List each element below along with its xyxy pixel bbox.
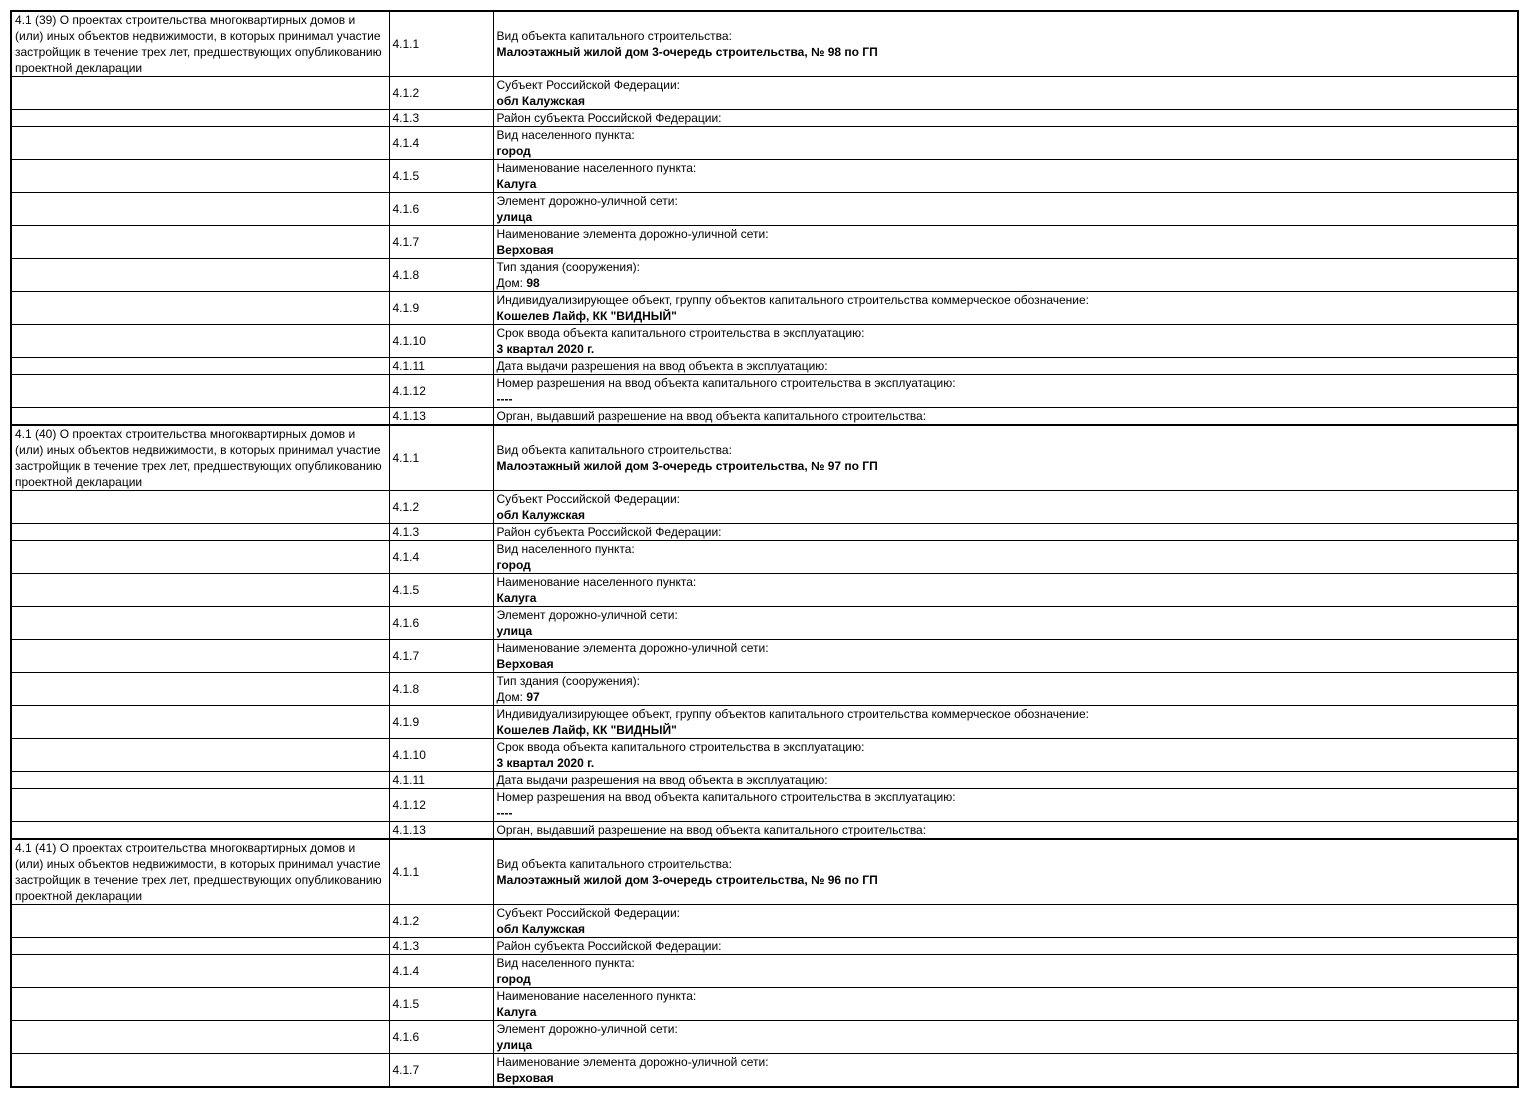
row-content-cell [493, 541, 1518, 574]
row-code: 4.1.12 [389, 789, 493, 822]
row-code: 4.1.11 [389, 772, 493, 789]
row-code: 4.1.4 [389, 955, 493, 988]
field-label: Вид объекта капитального строительства: [496, 443, 732, 457]
row-code: 4.1.12 [389, 375, 493, 408]
row-code: 4.1.8 [389, 259, 493, 292]
field-value [497, 557, 1515, 573]
field-label: Субъект Российской Федерации: [496, 492, 680, 506]
table-row [11, 905, 1518, 938]
field-value [497, 722, 1515, 738]
field-label: Элемент дорожно-уличной сети: [496, 608, 678, 622]
row-code: 4.1.8 [389, 673, 493, 706]
field-label: Элемент дорожно-уличной сети: [496, 194, 678, 208]
row-code: 4.1.13 [389, 822, 493, 840]
table-row [11, 110, 1518, 127]
section-title-spacer-cell [11, 292, 389, 325]
table-row [11, 193, 1518, 226]
section-title-spacer-cell [11, 77, 389, 110]
section-title-spacer-cell [11, 905, 389, 938]
section-title-spacer-cell [11, 822, 389, 840]
section-title-spacer-cell [11, 640, 389, 673]
field-label: Орган, выдавший разрешение на ввод объекта капитального строительства: [496, 409, 927, 423]
section-title-spacer-cell [11, 325, 389, 358]
field-label: Вид объекта капитального строительства: [496, 857, 732, 871]
row-content-cell [493, 110, 1518, 127]
field-value [497, 44, 1515, 60]
section-title-cell: 4.1 (39) О проектах строительства многоквартирных домов и (или) иных объектов недвижимости, в которых принимал участие застройщик в течение трех лет, предшествующих опубликованию проектной декларации [11, 11, 389, 77]
field-label: Вид населенного пункта: [496, 956, 635, 970]
field-value [497, 872, 1515, 888]
row-code: 4.1.5 [389, 574, 493, 607]
field-label: Субъект Российской Федерации: [496, 906, 680, 920]
field-value [497, 341, 1515, 357]
row-code: 4.1.3 [389, 110, 493, 127]
row-content-cell [493, 425, 1518, 491]
field-label: Наименование элемента дорожно-уличной сети: [496, 641, 769, 655]
row-code: 4.1.10 [389, 739, 493, 772]
field-value [497, 143, 1515, 159]
table-row [11, 77, 1518, 110]
row-content-cell [493, 160, 1518, 193]
section-title-spacer-cell [11, 789, 389, 822]
field-label: Индивидуализирующее объект, группу объектов капитального строительства коммерческое обозначение: [496, 707, 1089, 721]
table-row [11, 574, 1518, 607]
section-title-spacer-cell [11, 259, 389, 292]
section-title-spacer-cell [11, 739, 389, 772]
row-code: 4.1.9 [389, 292, 493, 325]
field-value [497, 275, 1515, 291]
field-value-prefix: Дом: [496, 276, 527, 290]
row-code: 4.1.1 [389, 839, 493, 905]
field-value-text: обл Калужская [496, 94, 586, 108]
section-title-spacer-cell [11, 607, 389, 640]
field-label: Дата выдачи разрешения на ввод объекта в эксплуатацию: [496, 773, 828, 787]
field-value-text: город [496, 144, 531, 158]
section-title-spacer-cell [11, 375, 389, 408]
row-content-cell [493, 11, 1518, 77]
section-title-spacer-cell [11, 1054, 389, 1088]
field-value [497, 458, 1515, 474]
row-content-cell [493, 408, 1518, 426]
field-label: Номер разрешения на ввод объекта капитального строительства в эксплуатацию: [496, 376, 956, 390]
field-value-text: Калуга [496, 1005, 537, 1019]
field-label: Наименование элемента дорожно-уличной сети: [496, 227, 769, 241]
field-value-text: 98 [526, 276, 540, 290]
field-value [497, 1037, 1515, 1053]
row-code: 4.1.11 [389, 358, 493, 375]
field-value [497, 805, 1515, 821]
field-value-text: улица [496, 210, 533, 224]
table-row [11, 375, 1518, 408]
row-content-cell [493, 673, 1518, 706]
row-code: 4.1.9 [389, 706, 493, 739]
row-content-cell [493, 491, 1518, 524]
table-row [11, 425, 1518, 491]
row-content-cell [493, 1054, 1518, 1088]
row-content-cell [493, 292, 1518, 325]
table-row [11, 491, 1518, 524]
field-value-text: Верховая [496, 243, 554, 257]
section-title-spacer-cell [11, 574, 389, 607]
section-title-spacer-cell [11, 524, 389, 541]
row-content-cell [493, 1021, 1518, 1054]
table-row [11, 11, 1518, 77]
section-title-spacer-cell [11, 193, 389, 226]
field-label: Район субъекта Российской Федерации: [496, 939, 722, 953]
field-label: Наименование населенного пункта: [496, 161, 697, 175]
field-value [497, 1004, 1515, 1020]
field-label: Тип здания (сооружения): [496, 674, 640, 688]
row-code: 4.1.2 [389, 905, 493, 938]
field-value [497, 209, 1515, 225]
field-value-text: Калуга [496, 177, 537, 191]
row-code: 4.1.4 [389, 541, 493, 574]
row-code: 4.1.6 [389, 607, 493, 640]
table-row [11, 408, 1518, 426]
field-label: Наименование населенного пункта: [496, 989, 697, 1003]
table-row [11, 772, 1518, 789]
row-content-cell [493, 822, 1518, 840]
table-row [11, 541, 1518, 574]
field-label: Орган, выдавший разрешение на ввод объекта капитального строительства: [496, 823, 927, 837]
field-label: Субъект Российской Федерации: [496, 78, 680, 92]
field-label: Срок ввода объекта капитального строительства в эксплуатацию: [496, 326, 865, 340]
field-value [497, 590, 1515, 606]
table-row [11, 358, 1518, 375]
table-row [11, 259, 1518, 292]
row-content-cell [493, 640, 1518, 673]
field-label: Вид населенного пункта: [496, 128, 635, 142]
row-content-cell [493, 772, 1518, 789]
row-content-cell [493, 905, 1518, 938]
declaration-table-body [11, 11, 1518, 1087]
section-title-spacer-cell [11, 358, 389, 375]
field-value-text: Кошелев Лайф, КК "ВИДНЫЙ" [496, 309, 677, 323]
declaration-table [10, 10, 1519, 1088]
section-title-spacer-cell [11, 408, 389, 426]
field-label: Индивидуализирующее объект, группу объектов капитального строительства коммерческое обозначение: [496, 293, 1089, 307]
row-code: 4.1.1 [389, 11, 493, 77]
field-value [497, 391, 1515, 407]
section-title-spacer-cell [11, 110, 389, 127]
section-title-spacer-cell [11, 160, 389, 193]
field-label: Номер разрешения на ввод объекта капитального строительства в эксплуатацию: [496, 790, 956, 804]
field-value [497, 308, 1515, 324]
row-content-cell [493, 193, 1518, 226]
field-value [497, 242, 1515, 258]
table-row [11, 988, 1518, 1021]
section-title-spacer-cell [11, 988, 389, 1021]
field-label: Дата выдачи разрешения на ввод объекта в эксплуатацию: [496, 359, 828, 373]
table-row [11, 673, 1518, 706]
row-content-cell [493, 607, 1518, 640]
row-content-cell [493, 127, 1518, 160]
field-value-text: Верховая [496, 1071, 554, 1085]
field-value-text: обл Калужская [496, 508, 586, 522]
field-value-text: обл Калужская [496, 922, 586, 936]
field-value-prefix: Дом: [496, 690, 527, 704]
row-content-cell [493, 574, 1518, 607]
table-row [11, 292, 1518, 325]
row-code: 4.1.7 [389, 1054, 493, 1088]
section-title-spacer-cell [11, 127, 389, 160]
field-value-text: 97 [526, 690, 540, 704]
row-code: 4.1.4 [389, 127, 493, 160]
section-title-spacer-cell [11, 938, 389, 955]
table-row [11, 127, 1518, 160]
field-value-text: Калуга [496, 591, 537, 605]
field-label: Срок ввода объекта капитального строительства в эксплуатацию: [496, 740, 865, 754]
table-row [11, 524, 1518, 541]
field-value [497, 921, 1515, 937]
section-title-spacer-cell [11, 706, 389, 739]
table-row [11, 955, 1518, 988]
row-content-cell [493, 259, 1518, 292]
field-value [497, 93, 1515, 109]
table-row [11, 160, 1518, 193]
field-value-text: Кошелев Лайф, КК "ВИДНЫЙ" [496, 723, 677, 737]
row-code: 4.1.2 [389, 491, 493, 524]
row-content-cell [493, 524, 1518, 541]
field-value-text: город [496, 972, 531, 986]
table-row [11, 706, 1518, 739]
section-title-spacer-cell [11, 673, 389, 706]
section-title-spacer-cell [11, 772, 389, 789]
field-value [497, 176, 1515, 192]
row-code: 4.1.6 [389, 1021, 493, 1054]
row-code: 4.1.3 [389, 524, 493, 541]
table-row [11, 822, 1518, 840]
table-row [11, 226, 1518, 259]
section-title-cell: 4.1 (40) О проектах строительства многоквартирных домов и (или) иных объектов недвижимости, в которых принимал участие застройщик в течение трех лет, предшествующих опубликованию проектной декларации [11, 425, 389, 491]
field-label: Вид объекта капитального строительства: [496, 29, 732, 43]
section-title-spacer-cell [11, 491, 389, 524]
row-code: 4.1.3 [389, 938, 493, 955]
row-content-cell [493, 375, 1518, 408]
field-value [497, 507, 1515, 523]
field-label: Наименование населенного пункта: [496, 575, 697, 589]
table-row [11, 1021, 1518, 1054]
row-content-cell [493, 938, 1518, 955]
field-value [497, 623, 1515, 639]
table-row [11, 325, 1518, 358]
section-title-cell: 4.1 (41) О проектах строительства многоквартирных домов и (или) иных объектов недвижимости, в которых принимал участие застройщик в течение трех лет, предшествующих опубликованию проектной декларации [11, 839, 389, 905]
row-code: 4.1.5 [389, 988, 493, 1021]
section-title-spacer-cell [11, 226, 389, 259]
row-content-cell [493, 789, 1518, 822]
field-value [497, 656, 1515, 672]
row-code: 4.1.7 [389, 226, 493, 259]
row-content-cell [493, 988, 1518, 1021]
table-row [11, 789, 1518, 822]
field-label: Элемент дорожно-уличной сети: [496, 1022, 678, 1036]
table-row [11, 839, 1518, 905]
field-label: Наименование элемента дорожно-уличной сети: [496, 1055, 769, 1069]
section-title-spacer-cell [11, 541, 389, 574]
row-content-cell [493, 739, 1518, 772]
field-value [497, 1070, 1515, 1086]
row-code: 4.1.1 [389, 425, 493, 491]
field-value-text: Верховая [496, 657, 554, 671]
field-value-text: ---- [496, 392, 513, 406]
field-value [497, 689, 1515, 705]
field-label: Район субъекта Российской Федерации: [496, 525, 722, 539]
field-value [497, 755, 1515, 771]
row-code: 4.1.2 [389, 77, 493, 110]
table-row [11, 607, 1518, 640]
field-value-text: ---- [496, 806, 513, 820]
field-label: Вид населенного пункта: [496, 542, 635, 556]
row-code: 4.1.13 [389, 408, 493, 426]
field-label: Район субъекта Российской Федерации: [496, 111, 722, 125]
row-content-cell [493, 839, 1518, 905]
row-content-cell [493, 226, 1518, 259]
section-title-spacer-cell [11, 955, 389, 988]
row-content-cell [493, 955, 1518, 988]
field-value [497, 971, 1515, 987]
field-value-text: город [496, 558, 531, 572]
row-code: 4.1.6 [389, 193, 493, 226]
field-value-text: 3 квартал 2020 г. [496, 756, 595, 770]
section-title-spacer-cell [11, 1021, 389, 1054]
field-value-text: Малоэтажный жилой дом 3-очередь строительства, № 96 по ГП [496, 873, 878, 887]
table-row [11, 739, 1518, 772]
field-value-text: улица [496, 1038, 533, 1052]
field-value-text: улица [496, 624, 533, 638]
field-value-text: Малоэтажный жилой дом 3-очередь строительства, № 97 по ГП [496, 459, 878, 473]
table-row [11, 640, 1518, 673]
row-content-cell [493, 706, 1518, 739]
row-code: 4.1.5 [389, 160, 493, 193]
table-row [11, 938, 1518, 955]
row-content-cell [493, 358, 1518, 375]
row-content-cell [493, 77, 1518, 110]
field-label: Тип здания (сооружения): [496, 260, 640, 274]
table-row [11, 1054, 1518, 1088]
row-code: 4.1.7 [389, 640, 493, 673]
row-content-cell [493, 325, 1518, 358]
row-code: 4.1.10 [389, 325, 493, 358]
field-value-text: Малоэтажный жилой дом 3-очередь строительства, № 98 по ГП [496, 45, 878, 59]
field-value-text: 3 квартал 2020 г. [496, 342, 595, 356]
